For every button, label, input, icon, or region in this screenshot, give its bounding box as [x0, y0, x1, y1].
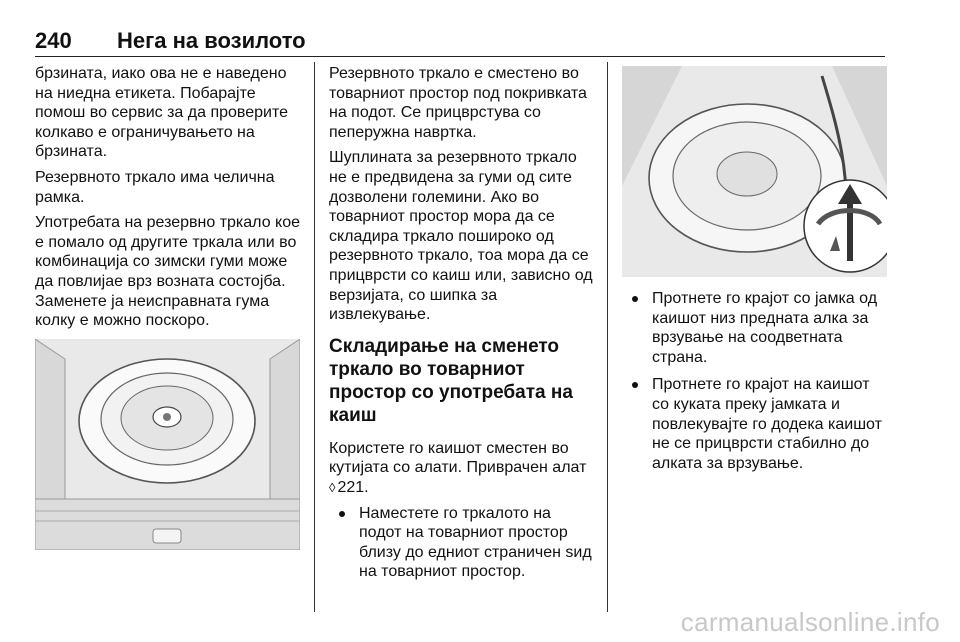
- strap-fastening-illustration: [622, 66, 887, 277]
- column-left: [35, 64, 300, 562]
- page-reference-icon: ◊: [329, 479, 336, 495]
- list-item-text: Протнете го крајот на каишот со куката преку јамката и повлекувајте го додека каишот не се прицврсти стабилно до алката за врзување.: [652, 376, 882, 472]
- paragraph: Употребата на резервно тркало кое е помало од другите тркала или во комбинација со зимски гуми може да повлијае врз возната состојба. Заменете ја неисправната гума колку е можно поскоро.: [35, 214, 301, 330]
- page-reference[interactable]: 221.: [337, 478, 369, 496]
- section-heading: Складирање на сменето тркало во товарниот простор со употребата на каиш: [329, 335, 573, 426]
- paragraph: брзината, иако ова не е наведено на ниедна етикета. Побарајте помош во сервис за да проверите колкаво е ограничувањето на брзината.: [35, 65, 289, 161]
- column-right: [622, 64, 887, 481]
- bullet-icon: [339, 511, 345, 517]
- spare-wheel-illustration: [35, 339, 300, 550]
- list-item-text: Протнете го крајот со јамка од каишот низ предната алка за врзување на соодветната страна.: [652, 290, 878, 366]
- column-divider: [314, 62, 315, 612]
- paragraph: Резервното тркало е сместено во товарниот простор под покривката на подот. Се прицврстува со пеперужна навртка.: [329, 65, 587, 141]
- list-item: [329, 504, 593, 582]
- column-divider: [607, 62, 608, 612]
- page-title: Нега на возилото: [117, 28, 306, 53]
- page-header: [35, 28, 885, 57]
- bullet-icon: [632, 382, 638, 388]
- paragraph: Резервното тркало има челична рамка.: [35, 168, 275, 206]
- list-item-text: Наместете го тркалото на подот на товарниот простор близу до едниот страничен sид на товарниот простор.: [359, 504, 592, 581]
- bullet-icon: [632, 296, 638, 302]
- list-item: [622, 289, 887, 367]
- paragraph: [329, 439, 593, 498]
- column-middle: [329, 64, 593, 590]
- paragraph: Шуплината за резервното тркало не е предвидена за гуми од сите дозволени големини. Ако во товарниот простор мора да се складира тркало поширoко од резервното тркало, тоа мора да се прицврсти со каиш или, зависно од верзијата, со шипка за извлекување.: [329, 149, 593, 324]
- page-number: 240: [35, 28, 72, 53]
- paragraph-text: Користете го каишот сместен во кутијата со алати. Приврачен алат: [329, 439, 587, 477]
- list-item: [622, 375, 887, 473]
- watermark: carmanualsonline.info: [680, 607, 940, 637]
